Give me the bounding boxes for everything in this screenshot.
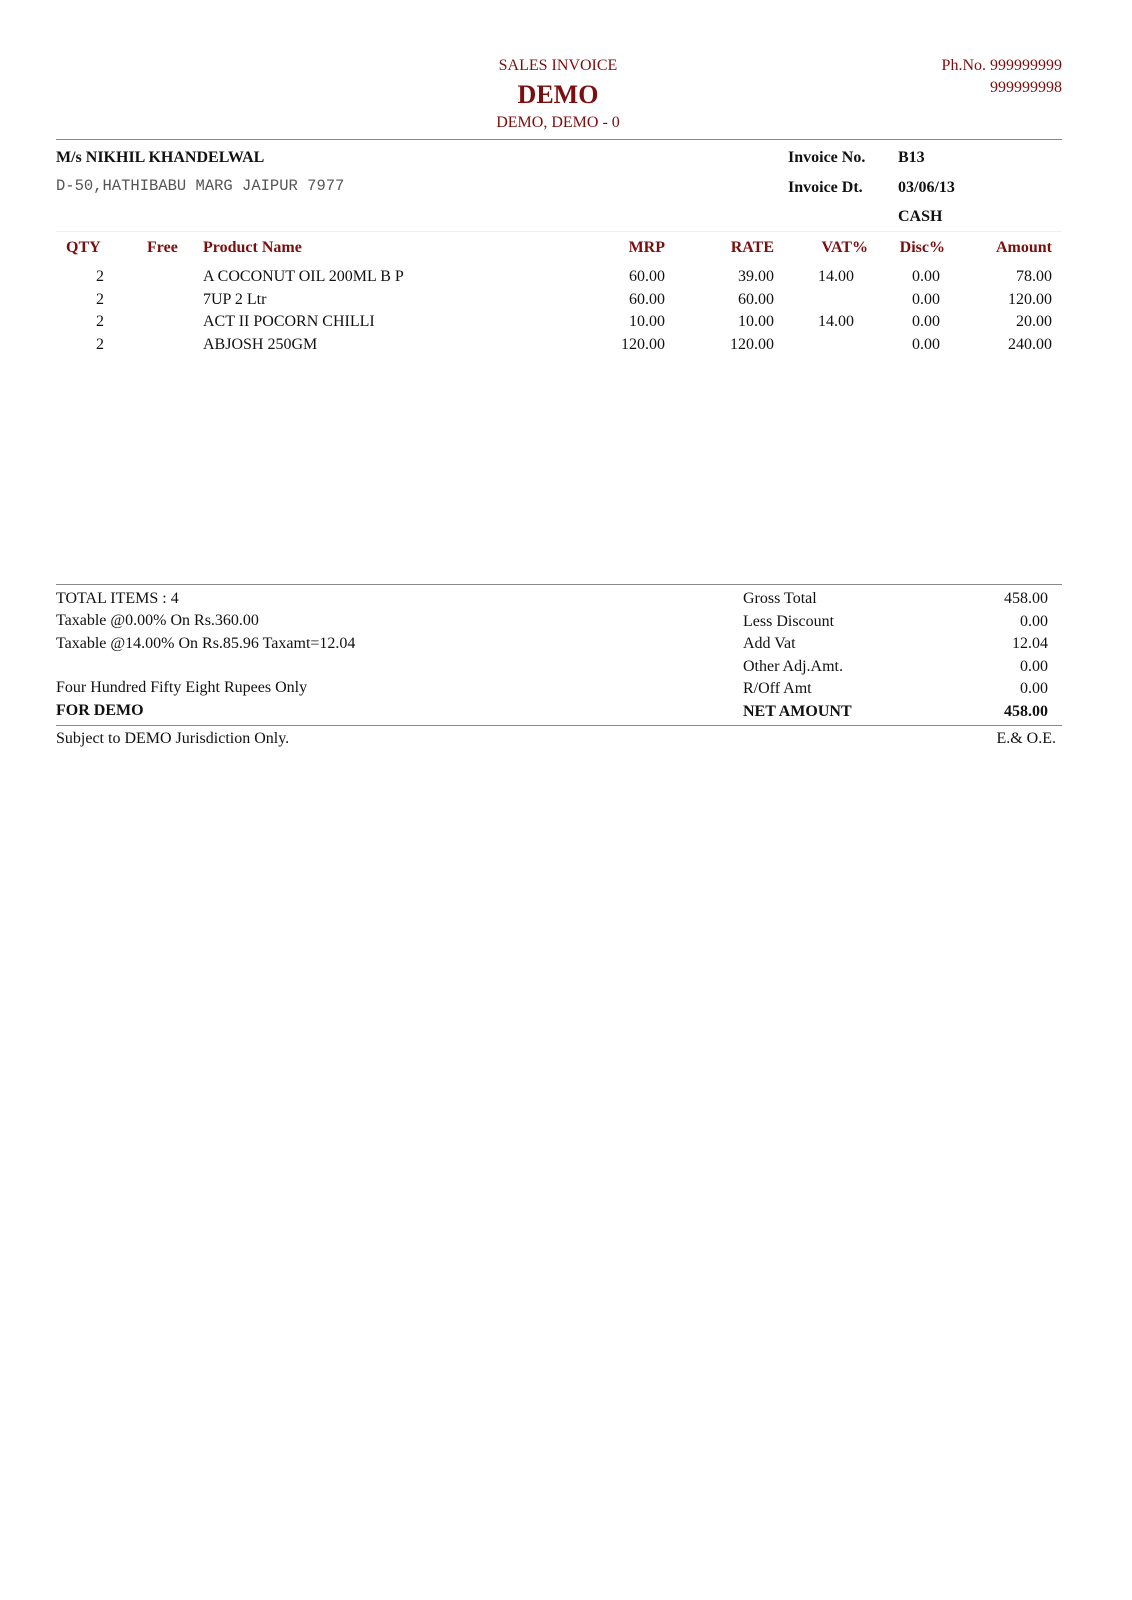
divider xyxy=(56,139,1062,140)
total-value: 0.00 xyxy=(1020,680,1048,697)
total-value: 458.00 xyxy=(1004,590,1048,607)
total-label: Add Vat xyxy=(743,635,796,652)
for-company: FOR DEMO xyxy=(56,702,144,719)
invoice-no: B13 xyxy=(898,149,925,166)
col-mrp: MRP xyxy=(628,239,665,256)
item-vat: 14.00 xyxy=(818,313,854,330)
divider xyxy=(56,584,1062,585)
item-disc: 0.00 xyxy=(912,335,940,353)
item-product: ABJOSH 250GM xyxy=(203,335,318,353)
total-value: 458.00 xyxy=(1004,702,1048,720)
total-value: 0.00 xyxy=(1020,657,1048,675)
invoice-date-label: Invoice Dt. xyxy=(788,179,863,196)
item-product: 7UP 2 Ltr xyxy=(203,290,267,308)
phone-1 xyxy=(942,56,1062,76)
invoice-no-label: Invoice No. xyxy=(788,149,866,166)
item-mrp: 60.00 xyxy=(629,290,665,308)
col-rate: RATE xyxy=(730,239,774,256)
customer-name: M/s NIKHIL KHANDELWAL xyxy=(56,149,265,166)
item-disc: 0.00 xyxy=(912,290,940,308)
total-label: R/Off Amt xyxy=(743,680,812,697)
payment-mode: CASH xyxy=(898,208,943,225)
invoice-date: 03/06/13 xyxy=(898,179,955,196)
item-product: ACT II POCORN CHILLI xyxy=(203,313,375,330)
item-rate: 60.00 xyxy=(738,290,774,308)
item-amount: 20.00 xyxy=(1016,313,1052,330)
phone-number-1: 999999999 xyxy=(990,57,1062,74)
total-label: Gross Total xyxy=(743,590,817,607)
phone-2: 999999998 xyxy=(990,79,1062,96)
company-name: DEMO xyxy=(517,80,599,109)
item-disc: 0.00 xyxy=(912,313,940,330)
total-items: TOTAL ITEMS : 4 xyxy=(56,590,179,607)
item-rate: 39.00 xyxy=(738,268,774,285)
col-vat: VAT% xyxy=(821,239,868,256)
item-amount: 78.00 xyxy=(1016,268,1052,285)
customer-address: D-50,HATHIBABU MARG JAIPUR 7977 xyxy=(56,177,345,195)
item-rate: 120.00 xyxy=(730,335,774,353)
item-vat: 14.00 xyxy=(818,268,854,285)
total-value: 0.00 xyxy=(1020,612,1048,630)
item-amount: 240.00 xyxy=(1008,335,1052,353)
phone-label: Ph.No. xyxy=(941,57,986,74)
divider xyxy=(56,231,1062,232)
divider xyxy=(56,725,1062,726)
item-mrp: 120.00 xyxy=(621,335,665,353)
item-amount: 120.00 xyxy=(1008,290,1052,308)
col-product: Product Name xyxy=(203,239,302,256)
item-mrp: 10.00 xyxy=(629,313,665,330)
doc-type: SALES INVOICE xyxy=(498,57,618,74)
col-qty: QTY xyxy=(66,239,101,256)
item-rate: 10.00 xyxy=(738,313,774,330)
jurisdiction-note: Subject to DEMO Jurisdiction Only. xyxy=(56,730,290,747)
tax-line-2: Taxable @14.00% On Rs.85.96 Taxamt=12.04 xyxy=(56,635,356,652)
item-product: A COCONUT OIL 200ML B P xyxy=(203,268,404,285)
item-qty: 2 xyxy=(96,290,104,308)
total-label: Less Discount xyxy=(743,612,835,630)
total-value: 12.04 xyxy=(1012,635,1048,652)
col-amount: Amount xyxy=(995,239,1052,256)
item-mrp: 60.00 xyxy=(629,268,665,285)
item-disc: 0.00 xyxy=(912,268,940,285)
col-disc: Disc% xyxy=(899,239,945,256)
tax-line-1: Taxable @0.00% On Rs.360.00 xyxy=(56,612,259,629)
item-qty: 2 xyxy=(96,313,104,330)
item-qty: 2 xyxy=(96,268,104,285)
col-free: Free xyxy=(147,239,178,256)
company-address: DEMO, DEMO - 0 xyxy=(496,114,620,131)
total-label: NET AMOUNT xyxy=(743,702,852,720)
eoe-note: E.& O.E. xyxy=(996,730,1056,747)
amount-in-words: Four Hundred Fifty Eight Rupees Only xyxy=(56,679,308,696)
total-label: Other Adj.Amt. xyxy=(743,657,843,675)
item-qty: 2 xyxy=(96,335,104,353)
